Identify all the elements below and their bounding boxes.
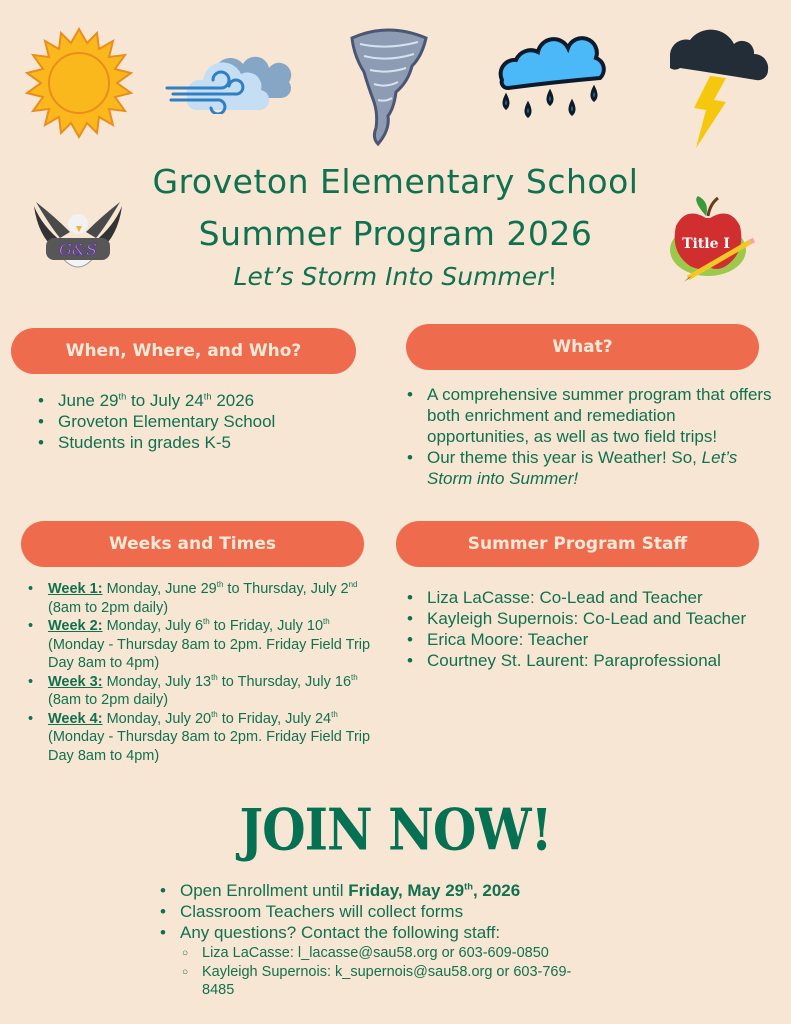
sun-icon — [22, 26, 136, 140]
list-item: • June 29th to July 24th 2026 — [36, 390, 356, 411]
enrollment-item: • Open Enrollment until Friday, May 29th, 2026 — [158, 880, 628, 901]
contact-item: ○ Liza LaCasse: l_lacasse@sau58.org or 603-609-0850 — [180, 944, 628, 963]
svg-text:Title I: Title I — [682, 236, 730, 252]
windy-cloud-icon — [165, 44, 293, 114]
join-list — [158, 880, 628, 1000]
week-item: • Week 3: Monday, July 13th to Thursday, July 16th (8am to 2pm daily) — [26, 673, 371, 710]
tagline-text: Let’s Storm Into Summer — [233, 262, 548, 291]
school-title: Groveton Elementary School — [152, 162, 639, 201]
questions-item: • Any questions? Contact the following staff: ○ Liza LaCasse: l_lacasse@sau58.org or 603-609-0850 ○ Kayleigh Supernois: k_supernois@sau58.org or 603-769-8485 — [158, 922, 628, 1000]
list-item: • Our theme this year is Weather! So, Let’s Storm into Summer! — [405, 447, 775, 489]
week-item: • Week 2: Monday, July 6th to Friday, July 10th (Monday - Thursday 8am to 2pm. Friday Field Trip Day 8am to 4pm) — [26, 617, 371, 673]
tagline — [0, 262, 791, 291]
when-where-who-heading: When, Where, and Who? — [11, 328, 356, 374]
staff-item: • Kayleigh Supernois: Co-Lead and Teacher — [405, 608, 785, 629]
list-item: • Groveton Elementary School — [36, 411, 356, 432]
staff-item: • Erica Moore: Teacher — [405, 629, 785, 650]
staff-item: • Courtney St. Laurent: Paraprofessional — [405, 650, 785, 671]
staff-list — [405, 587, 785, 671]
staff-heading: Summer Program Staff — [396, 521, 759, 567]
rain-cloud-icon — [494, 30, 610, 124]
forms-item: • Classroom Teachers will collect forms — [158, 901, 628, 922]
list-item: • Students in grades K-5 — [36, 432, 356, 453]
tagline-exclaim: ! — [547, 262, 558, 291]
svg-text:G&S: G&S — [59, 240, 97, 259]
list-item: • A comprehensive summer program that offers both enrichment and remediation opportunities, as well as two field trips! — [405, 384, 775, 447]
what-heading: What? — [406, 324, 759, 370]
week-item: • Week 1: Monday, June 29th to Thursday, July 2nd (8am to 2pm daily) — [26, 580, 371, 617]
weeks-times-heading: Weeks and Times — [21, 521, 364, 567]
week-item: • Week 4: Monday, July 20th to Friday, July 24th (Monday - Thursday 8am to 2pm. Friday Field Trip Day 8am to 4pm) — [26, 710, 371, 766]
contact-item: ○ Kayleigh Supernois: k_supernois@sau58.org or 603-769-8485 — [180, 963, 602, 1000]
thunderstorm-icon — [670, 28, 770, 152]
weeks-list — [26, 580, 371, 765]
contact-list — [180, 944, 628, 1000]
program-title: Summer Program 2026 — [198, 214, 593, 253]
when-list — [36, 390, 356, 453]
tornado-icon — [348, 26, 430, 148]
join-now-heading: JOIN NOW! — [239, 795, 552, 864]
what-list — [405, 384, 775, 489]
staff-item: • Liza LaCasse: Co-Lead and Teacher — [405, 587, 785, 608]
